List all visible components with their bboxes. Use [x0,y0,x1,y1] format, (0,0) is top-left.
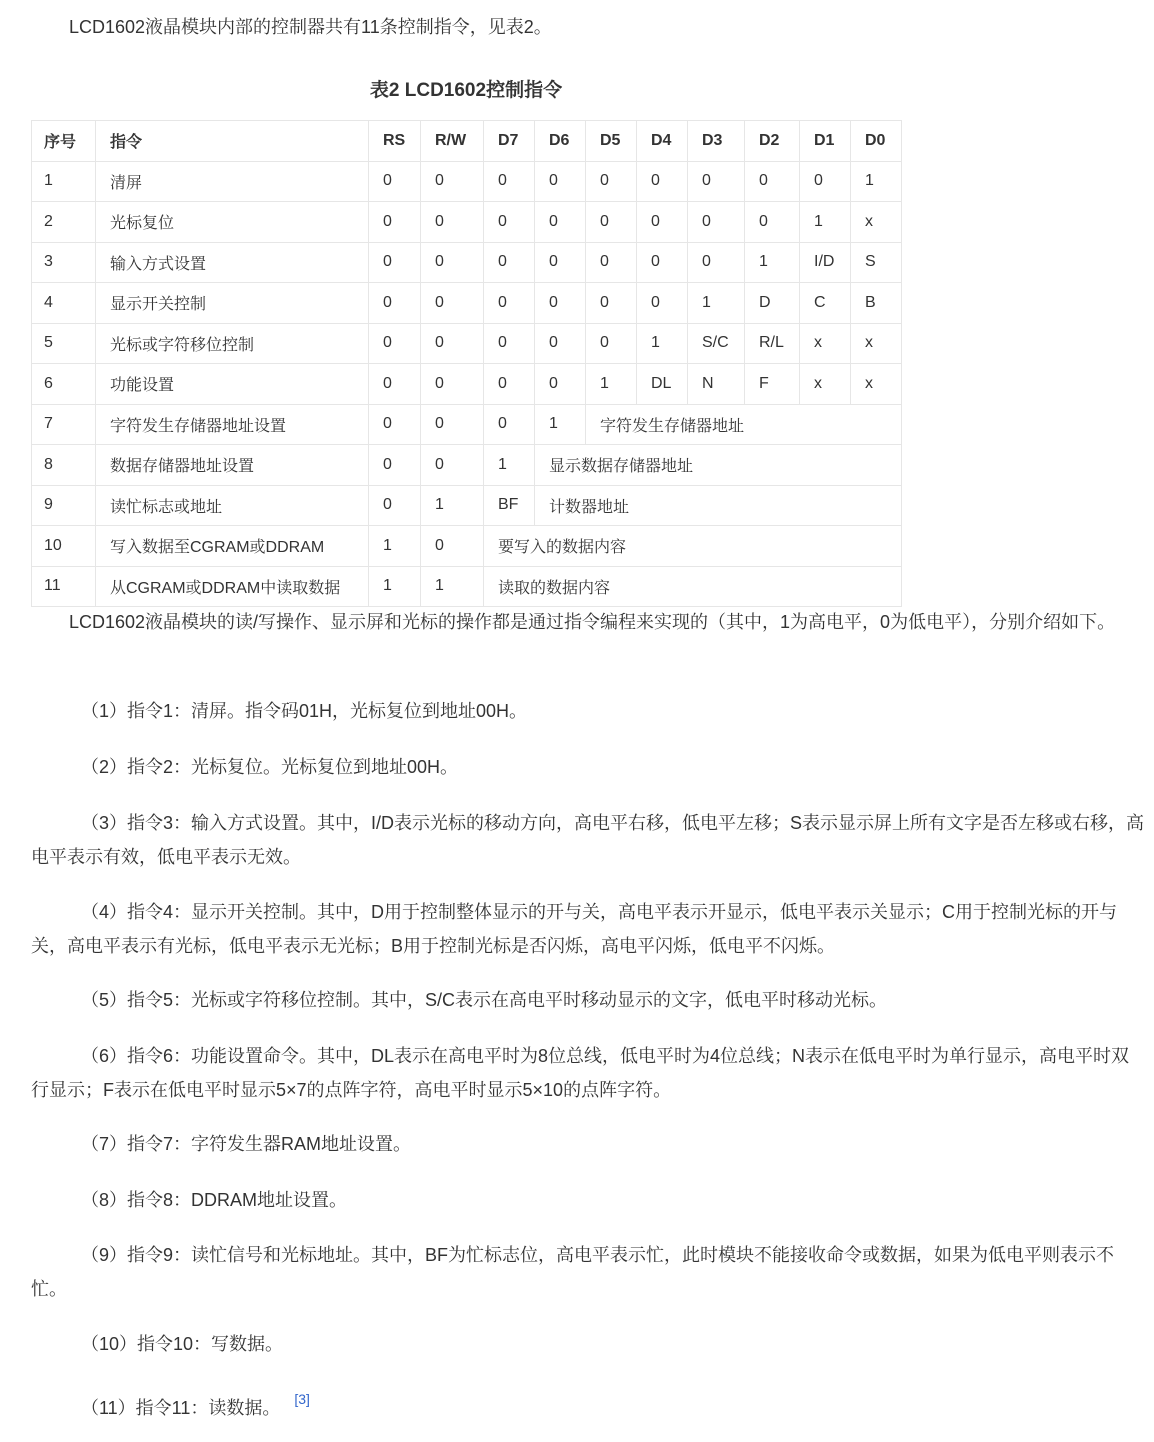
bit-cell: 0 [369,323,421,364]
bit-cell: 0 [637,242,688,283]
bit-cell: 0 [484,283,535,324]
bit-cell: 0 [745,202,800,243]
table-row [32,445,902,486]
column-header: D7 [484,121,535,162]
bit-cell: 0 [369,161,421,202]
merged-field-cell: 要写入的数据内容 [484,526,902,567]
bit-cell: 1 [586,364,637,405]
instruction-name: 读忙标志或地址 [96,485,369,526]
body-intro-paragraph: LCD1602液晶模块的读/写操作、显示屏和光标的操作都是通过指令编程来实现的（其中，1为高电平，0为低电平），分别介绍如下。 [69,612,1116,632]
column-header: 指令 [96,121,369,162]
reference-link[interactable]: [3] [294,1391,310,1407]
bit-cell: D [745,283,800,324]
bit-cell: 0 [369,283,421,324]
bit-cell: x [851,323,902,364]
row-number: 11 [32,566,96,607]
item-2: （2）指令2：光标复位。光标复位到地址00H。 [81,757,459,777]
bit-cell: 0 [421,526,484,567]
bit-cell: 1 [421,485,484,526]
table-row [32,323,902,364]
table-row [32,242,902,283]
merged-field-cell: 读取的数据内容 [484,566,902,607]
bit-cell: 0 [535,242,586,283]
instruction-name: 清屏 [96,161,369,202]
bit-cell: S/C [688,323,745,364]
instruction-name: 显示开关控制 [96,283,369,324]
column-header: D1 [800,121,851,162]
bit-cell: 0 [421,323,484,364]
bit-cell: 0 [369,485,421,526]
bit-cell: 0 [745,161,800,202]
bit-cell: 0 [484,364,535,405]
bit-cell: 0 [421,445,484,486]
bit-cell: 0 [586,283,637,324]
item-7: （7）指令7：字符发生器RAM地址设置。 [81,1134,412,1154]
bit-cell: 0 [535,283,586,324]
instruction-name: 从CGRAM或DDRAM中读取数据 [96,566,369,607]
row-number: 10 [32,526,96,567]
item-5: （5）指令5：光标或字符移位控制。其中，S/C表示在高电平时移动显示的文字，低电平时移动光标。 [81,990,888,1010]
bit-cell: 0 [535,161,586,202]
bit-cell: 0 [421,202,484,243]
table-row [32,283,902,324]
bit-cell: 0 [484,161,535,202]
bit-cell: 1 [688,283,745,324]
row-number: 5 [32,323,96,364]
bit-cell: 0 [586,161,637,202]
bit-cell: 0 [688,202,745,243]
bit-cell: 1 [421,566,484,607]
bit-cell: DL [637,364,688,405]
bit-cell: S [851,242,902,283]
bit-cell: x [851,202,902,243]
bit-cell: C [800,283,851,324]
column-header: D5 [586,121,637,162]
column-header: R/W [421,121,484,162]
column-header: 序号 [32,121,96,162]
bit-cell: 0 [484,323,535,364]
table-header-row [32,121,902,162]
bit-cell: 0 [535,364,586,405]
bit-cell: 1 [484,445,535,486]
bit-cell: 0 [421,364,484,405]
bit-cell: I/D [800,242,851,283]
merged-field-cell: 字符发生存储器地址 [586,404,902,445]
bit-cell: x [851,364,902,405]
bit-cell: N [688,364,745,405]
bit-cell: x [800,323,851,364]
column-header: D3 [688,121,745,162]
bit-cell: x [800,364,851,405]
bit-cell: 0 [421,283,484,324]
column-header: D0 [851,121,902,162]
bit-cell: 0 [535,202,586,243]
table-caption: 表2 LCD1602控制指令 [369,80,563,101]
bit-cell: 0 [369,364,421,405]
bit-cell: R/L [745,323,800,364]
bit-cell: 0 [586,242,637,283]
item-3: （3）指令3：输入方式设置。其中，I/D表示光标的移动方向，高电平右移，低电平左移；S表示显示屏上所有文字是否左移或右移，高电平表示有效，低电平表示无效。 [31,813,1145,867]
bit-cell: BF [484,485,535,526]
table-row [32,566,902,607]
item-6: （6）指令6：功能设置命令。其中，DL表示在高电平时为8位总线，低电平时为4位总线；N表示在低电平时为单行显示，高电平时双行显示；F表示在低电平时显示5×7的点阵字符，高电平时显示5×10的点阵字符。 [31,1046,1130,1100]
item-11 [31,1382,1147,1425]
bit-cell: 0 [484,202,535,243]
item-10: （10）指令10：写数据。 [81,1334,284,1354]
bit-cell: 1 [800,202,851,243]
column-header: D4 [637,121,688,162]
intro-paragraph: LCD1602液晶模块内部的控制器共有11条控制指令，见表2。 [69,17,552,37]
row-number: 6 [32,364,96,405]
bit-cell: 1 [369,526,421,567]
instruction-name: 字符发生存储器地址设置 [96,404,369,445]
bit-cell: 0 [637,283,688,324]
row-number: 3 [32,242,96,283]
bit-cell: 1 [851,161,902,202]
row-number: 7 [32,404,96,445]
instruction-name: 功能设置 [96,364,369,405]
bit-cell: 1 [369,566,421,607]
bit-cell: B [851,283,902,324]
bit-cell: 1 [745,242,800,283]
column-header: D2 [745,121,800,162]
item-9: （9）指令9：读忙信号和光标地址。其中，BF为忙标志位，高电平表示忙，此时模块不能接收命令或数据，如果为低电平则表示不忙。 [31,1245,1115,1299]
bit-cell: 0 [688,242,745,283]
row-number: 1 [32,161,96,202]
item-8: （8）指令8：DDRAM地址设置。 [81,1190,348,1210]
table-row [32,404,902,445]
table-row [32,202,902,243]
row-number: 8 [32,445,96,486]
instruction-name: 光标或字符移位控制 [96,323,369,364]
bit-cell: 0 [637,161,688,202]
instruction-name: 输入方式设置 [96,242,369,283]
bit-cell: 0 [586,202,637,243]
table-row [32,526,902,567]
column-header: RS [369,121,421,162]
item-11-text: （11）指令11：读数据。 [81,1398,281,1418]
merged-field-cell: 显示数据存储器地址 [535,445,902,486]
instruction-name: 数据存储器地址设置 [96,445,369,486]
bit-cell: 1 [535,404,586,445]
bit-cell: F [745,364,800,405]
bit-cell: 0 [369,242,421,283]
merged-field-cell: 计数器地址 [535,485,902,526]
item-1: （1）指令1：清屏。指令码01H，光标复位到地址00H。 [81,701,528,721]
bit-cell: 0 [369,202,421,243]
bit-cell: 0 [421,242,484,283]
bit-cell: 0 [535,323,586,364]
command-table [31,120,902,607]
table-row [32,485,902,526]
bit-cell: 1 [637,323,688,364]
bit-cell: 0 [369,445,421,486]
bit-cell: 0 [688,161,745,202]
instruction-name: 光标复位 [96,202,369,243]
bit-cell: 0 [637,202,688,243]
row-number: 9 [32,485,96,526]
bit-cell: 0 [800,161,851,202]
row-number: 2 [32,202,96,243]
table-row [32,364,902,405]
table-row [32,161,902,202]
row-number: 4 [32,283,96,324]
bit-cell: 0 [484,242,535,283]
bit-cell: 0 [369,404,421,445]
bit-cell: 0 [484,404,535,445]
instruction-name: 写入数据至CGRAM或DDRAM [96,526,369,567]
bit-cell: 0 [586,323,637,364]
bit-cell: 0 [421,404,484,445]
bit-cell: 0 [421,161,484,202]
item-4: （4）指令4：显示开关控制。其中，D用于控制整体显示的开与关，高电平表示开显示，低电平表示关显示；C用于控制光标的开与关，高电平表示有光标，低电平表示无光标；B用于控制光标是否闪烁，高电平闪烁，低电平不闪烁。 [31,902,1118,956]
column-header: D6 [535,121,586,162]
